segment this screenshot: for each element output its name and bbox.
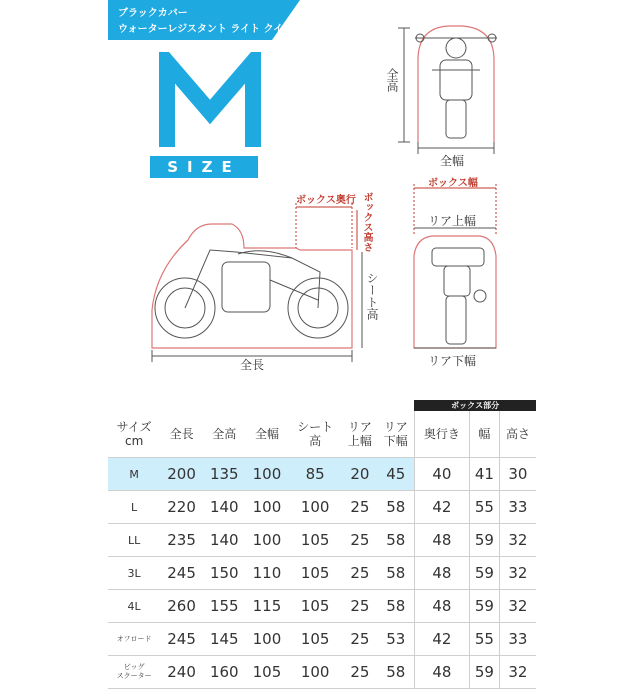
label-rear-lower-width: リア下幅 <box>428 354 477 368</box>
value-cell: 105 <box>246 656 289 689</box>
header-cell: リア 上幅 <box>342 411 378 458</box>
table-row <box>108 656 536 689</box>
value-cell: 25 <box>342 524 378 557</box>
value-cell: 220 <box>160 491 203 524</box>
table-row <box>108 458 536 491</box>
label-rear-upper-width: リア上幅 <box>428 214 477 228</box>
value-cell: 59 <box>469 590 499 623</box>
value-cell: 48 <box>414 590 469 623</box>
value-cell: 58 <box>378 656 415 689</box>
value-cell: 100 <box>288 491 342 524</box>
value-cell: 25 <box>342 491 378 524</box>
value-cell: 140 <box>203 491 246 524</box>
value-cell: 100 <box>246 524 289 557</box>
value-cell: 240 <box>160 656 203 689</box>
label-total-width: 全幅 <box>440 154 465 168</box>
header-cell: 全長 <box>160 411 203 458</box>
label-box-width: ボックス幅 <box>428 178 478 189</box>
value-cell: 150 <box>203 557 246 590</box>
value-cell: 55 <box>469 491 499 524</box>
table-row <box>108 590 536 623</box>
value-cell: 55 <box>469 623 499 656</box>
value-cell: 59 <box>469 656 499 689</box>
value-cell: 105 <box>288 590 342 623</box>
banner-line2: ウォーターレジスタント ライト クイック <box>118 24 303 35</box>
value-cell: 25 <box>342 656 378 689</box>
value-cell: 245 <box>160 623 203 656</box>
value-cell: 155 <box>203 590 246 623</box>
value-cell: 48 <box>414 557 469 590</box>
value-cell: 53 <box>378 623 415 656</box>
header-cell: 全高 <box>203 411 246 458</box>
label-box-height: ボックス高さ <box>361 192 372 252</box>
value-cell: 30 <box>499 458 536 491</box>
value-cell: 40 <box>414 458 469 491</box>
value-cell: 32 <box>499 590 536 623</box>
value-cell: 20 <box>342 458 378 491</box>
value-cell: 32 <box>499 656 536 689</box>
table-row <box>108 491 536 524</box>
label-box-depth: ボックス奥行 <box>296 195 356 206</box>
header-cell: 幅 <box>469 411 499 458</box>
size-table <box>108 400 536 689</box>
value-cell: 260 <box>160 590 203 623</box>
header-cell: 高さ <box>499 411 536 458</box>
value-cell: 42 <box>414 623 469 656</box>
size-label: SIZE <box>150 156 258 178</box>
value-cell: 110 <box>246 557 289 590</box>
label-seat-height: シート高 <box>365 272 379 320</box>
box-group-label: ボックス部分 <box>414 400 536 411</box>
value-cell: 25 <box>342 590 378 623</box>
size-cell: M <box>108 458 160 491</box>
value-cell: 32 <box>499 557 536 590</box>
value-cell: 100 <box>246 458 289 491</box>
banner-line1: ブラックカバー <box>118 8 188 19</box>
value-cell: 115 <box>246 590 289 623</box>
size-cell: ビッグ スクーター <box>108 656 160 689</box>
value-cell: 59 <box>469 524 499 557</box>
value-cell: 48 <box>414 656 469 689</box>
label-total-height: 全高 <box>385 68 399 92</box>
value-cell: 235 <box>160 524 203 557</box>
value-cell: 200 <box>160 458 203 491</box>
value-cell: 245 <box>160 557 203 590</box>
value-cell: 58 <box>378 491 415 524</box>
label-total-length: 全長 <box>240 358 265 372</box>
value-cell: 100 <box>246 623 289 656</box>
value-cell: 58 <box>378 590 415 623</box>
value-cell: 25 <box>342 623 378 656</box>
side-view-motorcycle <box>152 224 352 348</box>
value-cell: 105 <box>288 557 342 590</box>
value-cell: 58 <box>378 557 415 590</box>
header-cell: サイズ cm <box>108 411 160 458</box>
front-view-motorcycle <box>415 26 497 142</box>
value-cell: 48 <box>414 524 469 557</box>
rear-view-motorcycle <box>414 236 496 348</box>
header-cell: 奥行き <box>414 411 469 458</box>
value-cell: 58 <box>378 524 415 557</box>
value-cell: 85 <box>288 458 342 491</box>
header-cell: シート 高 <box>288 411 342 458</box>
value-cell: 59 <box>469 557 499 590</box>
value-cell: 105 <box>288 524 342 557</box>
table-row <box>108 557 536 590</box>
value-cell: 41 <box>469 458 499 491</box>
size-cell: LL <box>108 524 160 557</box>
value-cell: 32 <box>499 524 536 557</box>
value-cell: 33 <box>499 491 536 524</box>
value-cell: 33 <box>499 623 536 656</box>
table-row <box>108 524 536 557</box>
value-cell: 140 <box>203 524 246 557</box>
value-cell: 160 <box>203 656 246 689</box>
table-header-row <box>108 411 536 458</box>
size-cell: オフロード <box>108 623 160 656</box>
value-cell: 100 <box>288 656 342 689</box>
size-cell: 3L <box>108 557 160 590</box>
header-cell: リア 下幅 <box>378 411 415 458</box>
header-cell: 全幅 <box>246 411 289 458</box>
table-row <box>108 623 536 656</box>
value-cell: 42 <box>414 491 469 524</box>
size-cell: L <box>108 491 160 524</box>
value-cell: 145 <box>203 623 246 656</box>
size-cell: 4L <box>108 590 160 623</box>
value-cell: 135 <box>203 458 246 491</box>
value-cell: 45 <box>378 458 415 491</box>
value-cell: 105 <box>288 623 342 656</box>
value-cell: 25 <box>342 557 378 590</box>
value-cell: 100 <box>246 491 289 524</box>
